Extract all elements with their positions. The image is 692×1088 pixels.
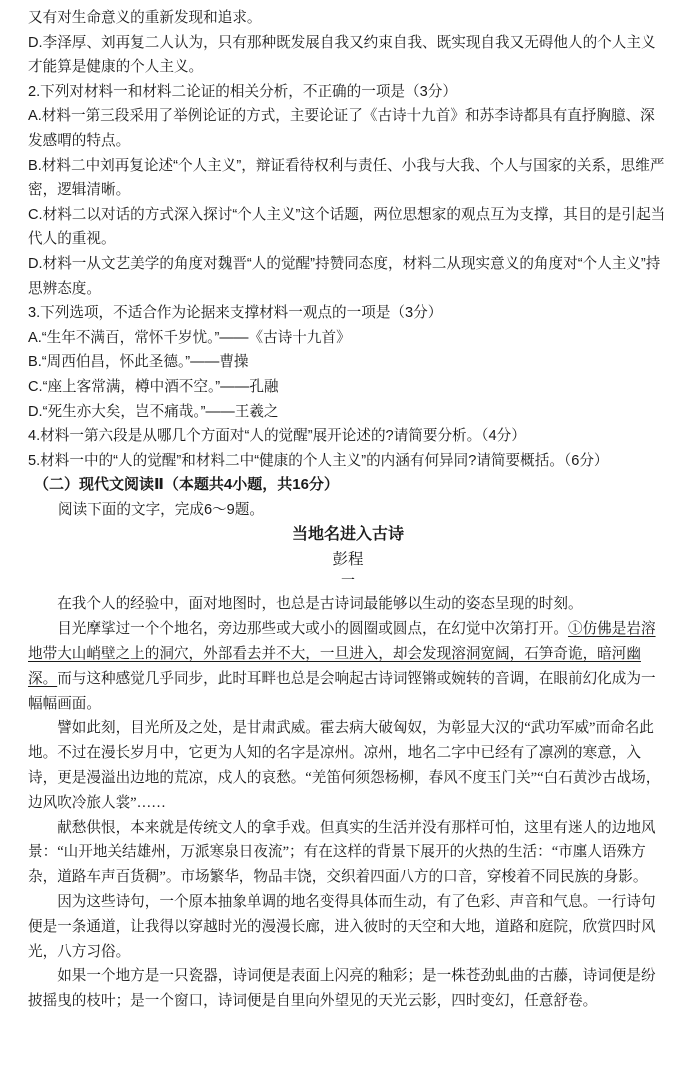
question-3-option-a: A.“生年不满百，常怀千岁忧。”——《古诗十九首》 bbox=[28, 329, 351, 346]
question-4: 4.材料一第六段是从哪几个方面对“人的觉醒”展开论述的?请简要分析。（4分） bbox=[28, 428, 526, 445]
article-author: 彭程 bbox=[332, 551, 364, 569]
question-2-option-c: C.材料二以对话的方式深入探讨“个人主义”这个话题，两位思想家的观点互为支撑，其目的是引起当代人的重视。 bbox=[28, 206, 666, 248]
material-line: 又有对生命意义的重新发现和追求。 bbox=[28, 10, 262, 26]
article-part-number: 一 bbox=[341, 574, 355, 590]
exam-page bbox=[28, 6, 668, 1014]
article-body bbox=[28, 592, 668, 1014]
option-d-line: D.李泽厚、刘再复二人认为，只有那种既发展自我又约束自我、既实现自我又无碍他人的个人主义才能算是健康的个人主义。 bbox=[28, 34, 656, 76]
question-3-option-b: B.“周西伯昌，怀此圣德。”——曹操 bbox=[28, 354, 249, 371]
section-instruction: 阅读下面的文字，完成6～9题。 bbox=[58, 501, 264, 518]
question-3-option-c: C.“座上客常满，樽中酒不空。”——孔融 bbox=[28, 378, 279, 395]
question-3: 3.下列选项，不适合作为论据来支撑材料一观点的一项是（3分） bbox=[28, 305, 443, 322]
question-section bbox=[28, 6, 668, 473]
article-paragraph bbox=[28, 617, 668, 716]
article-paragraph: 在我个人的经验中，面对地图时，也总是古诗词最能够以生动的姿态呈现的时刻。 bbox=[57, 596, 583, 613]
question-2-option-d: D.材料一从文艺美学的角度对魏晋“人的觉醒”持赞同态度，材料二从现实意义的角度对“个人主义”持思辨态度。 bbox=[28, 255, 661, 297]
question-2: 2.下列对材料一和材料二论证的相关分析，不正确的一项是（3分） bbox=[28, 83, 457, 100]
article-paragraph: 献愁供恨，本来就是传统文人的拿手戏。但真实的生活并没有那样可怕，这里有迷人的边地风景：“山开地关结雄州，万派寒泉日夜流”；有在这样的背景下展开的火热的生活：“市廛人语殊方杂，道路车声百货稠”。市场繁华，物品丰饶，交织着四面八方的口音，穿梭着不同民族的身影。 bbox=[28, 819, 656, 886]
section-heading: （二）现代文阅读Ⅱ（本题共4小题，共16分） bbox=[34, 476, 339, 494]
question-2-option-b: B.材料二中刘再复论述“个人主义”，辩证看待权利与责任、小我与大我、个人与国家的关系，思维严密，逻辑清晰。 bbox=[28, 157, 665, 199]
underlined-sentence: ①仿佛是岩溶地带大山峭壁之上的洞穴，外部看去并不大，一旦进入，却会发现溶洞宽阔，石笋奇诡，暗河幽深。 bbox=[28, 621, 656, 687]
question-5: 5.材料一中的“人的觉醒”和材料二中“健康的个人主义”的内涵有何异同?请简要概括。（6分） bbox=[28, 452, 609, 469]
question-3-option-d: D.“死生亦大矣，岂不痛哉。”——王羲之 bbox=[28, 403, 279, 420]
article-paragraph: 如果一个地方是一只瓷器，诗词便是表面上闪亮的釉彩；是一株苍劲虬曲的古藤，诗词便是纷披摇曳的枝叶；是一个窗口，诗词便是自里向外望见的天光云影，四时变幻，任意舒卷。 bbox=[28, 968, 656, 1010]
question-2-option-a: A.材料一第三段采用了举例论证的方式，主要论证了《古诗十九首》和苏李诗都具有直抒胸臆、深发感喟的特点。 bbox=[28, 108, 655, 149]
paragraph-text: 而与这种感觉几乎同步，此时耳畔也总是会响起古诗词铿锵或婉转的音调，在眼前幻化成为一幅幅画面。 bbox=[28, 670, 656, 712]
article-paragraph: 譬如此刻，目光所及之处，是甘肃武威。霍去病大破匈奴，为彰显大汉的“武功军威”而命名此地。不过在漫长岁月中，它更为人知的名字是凉州。凉州，地名二字中已经有了凛冽的寒意，入诗，更是漫溢出边地的荒凉，戍人的哀愁。“羌笛何须怨杨柳，春风不度玉门关”“白石黄沙古战场，边风吹冷旅人裳”…… bbox=[28, 720, 661, 811]
article-title: 当地名进入古诗 bbox=[291, 526, 404, 544]
article-paragraph: 因为这些诗句，一个原本抽象单调的地名变得具体而生动，有了色彩、声音和气息。一行诗句便是一条通道，让我得以穿越时光的漫漫长廊，进入彼时的天空和大地，道路和庭院，欣赏四时风光，八方习俗。 bbox=[28, 894, 656, 960]
paragraph-text: 目光摩挲过一个个地名，旁边那些或大或小的圆圈或圆点，在幻觉中次第打开。 bbox=[57, 621, 568, 638]
